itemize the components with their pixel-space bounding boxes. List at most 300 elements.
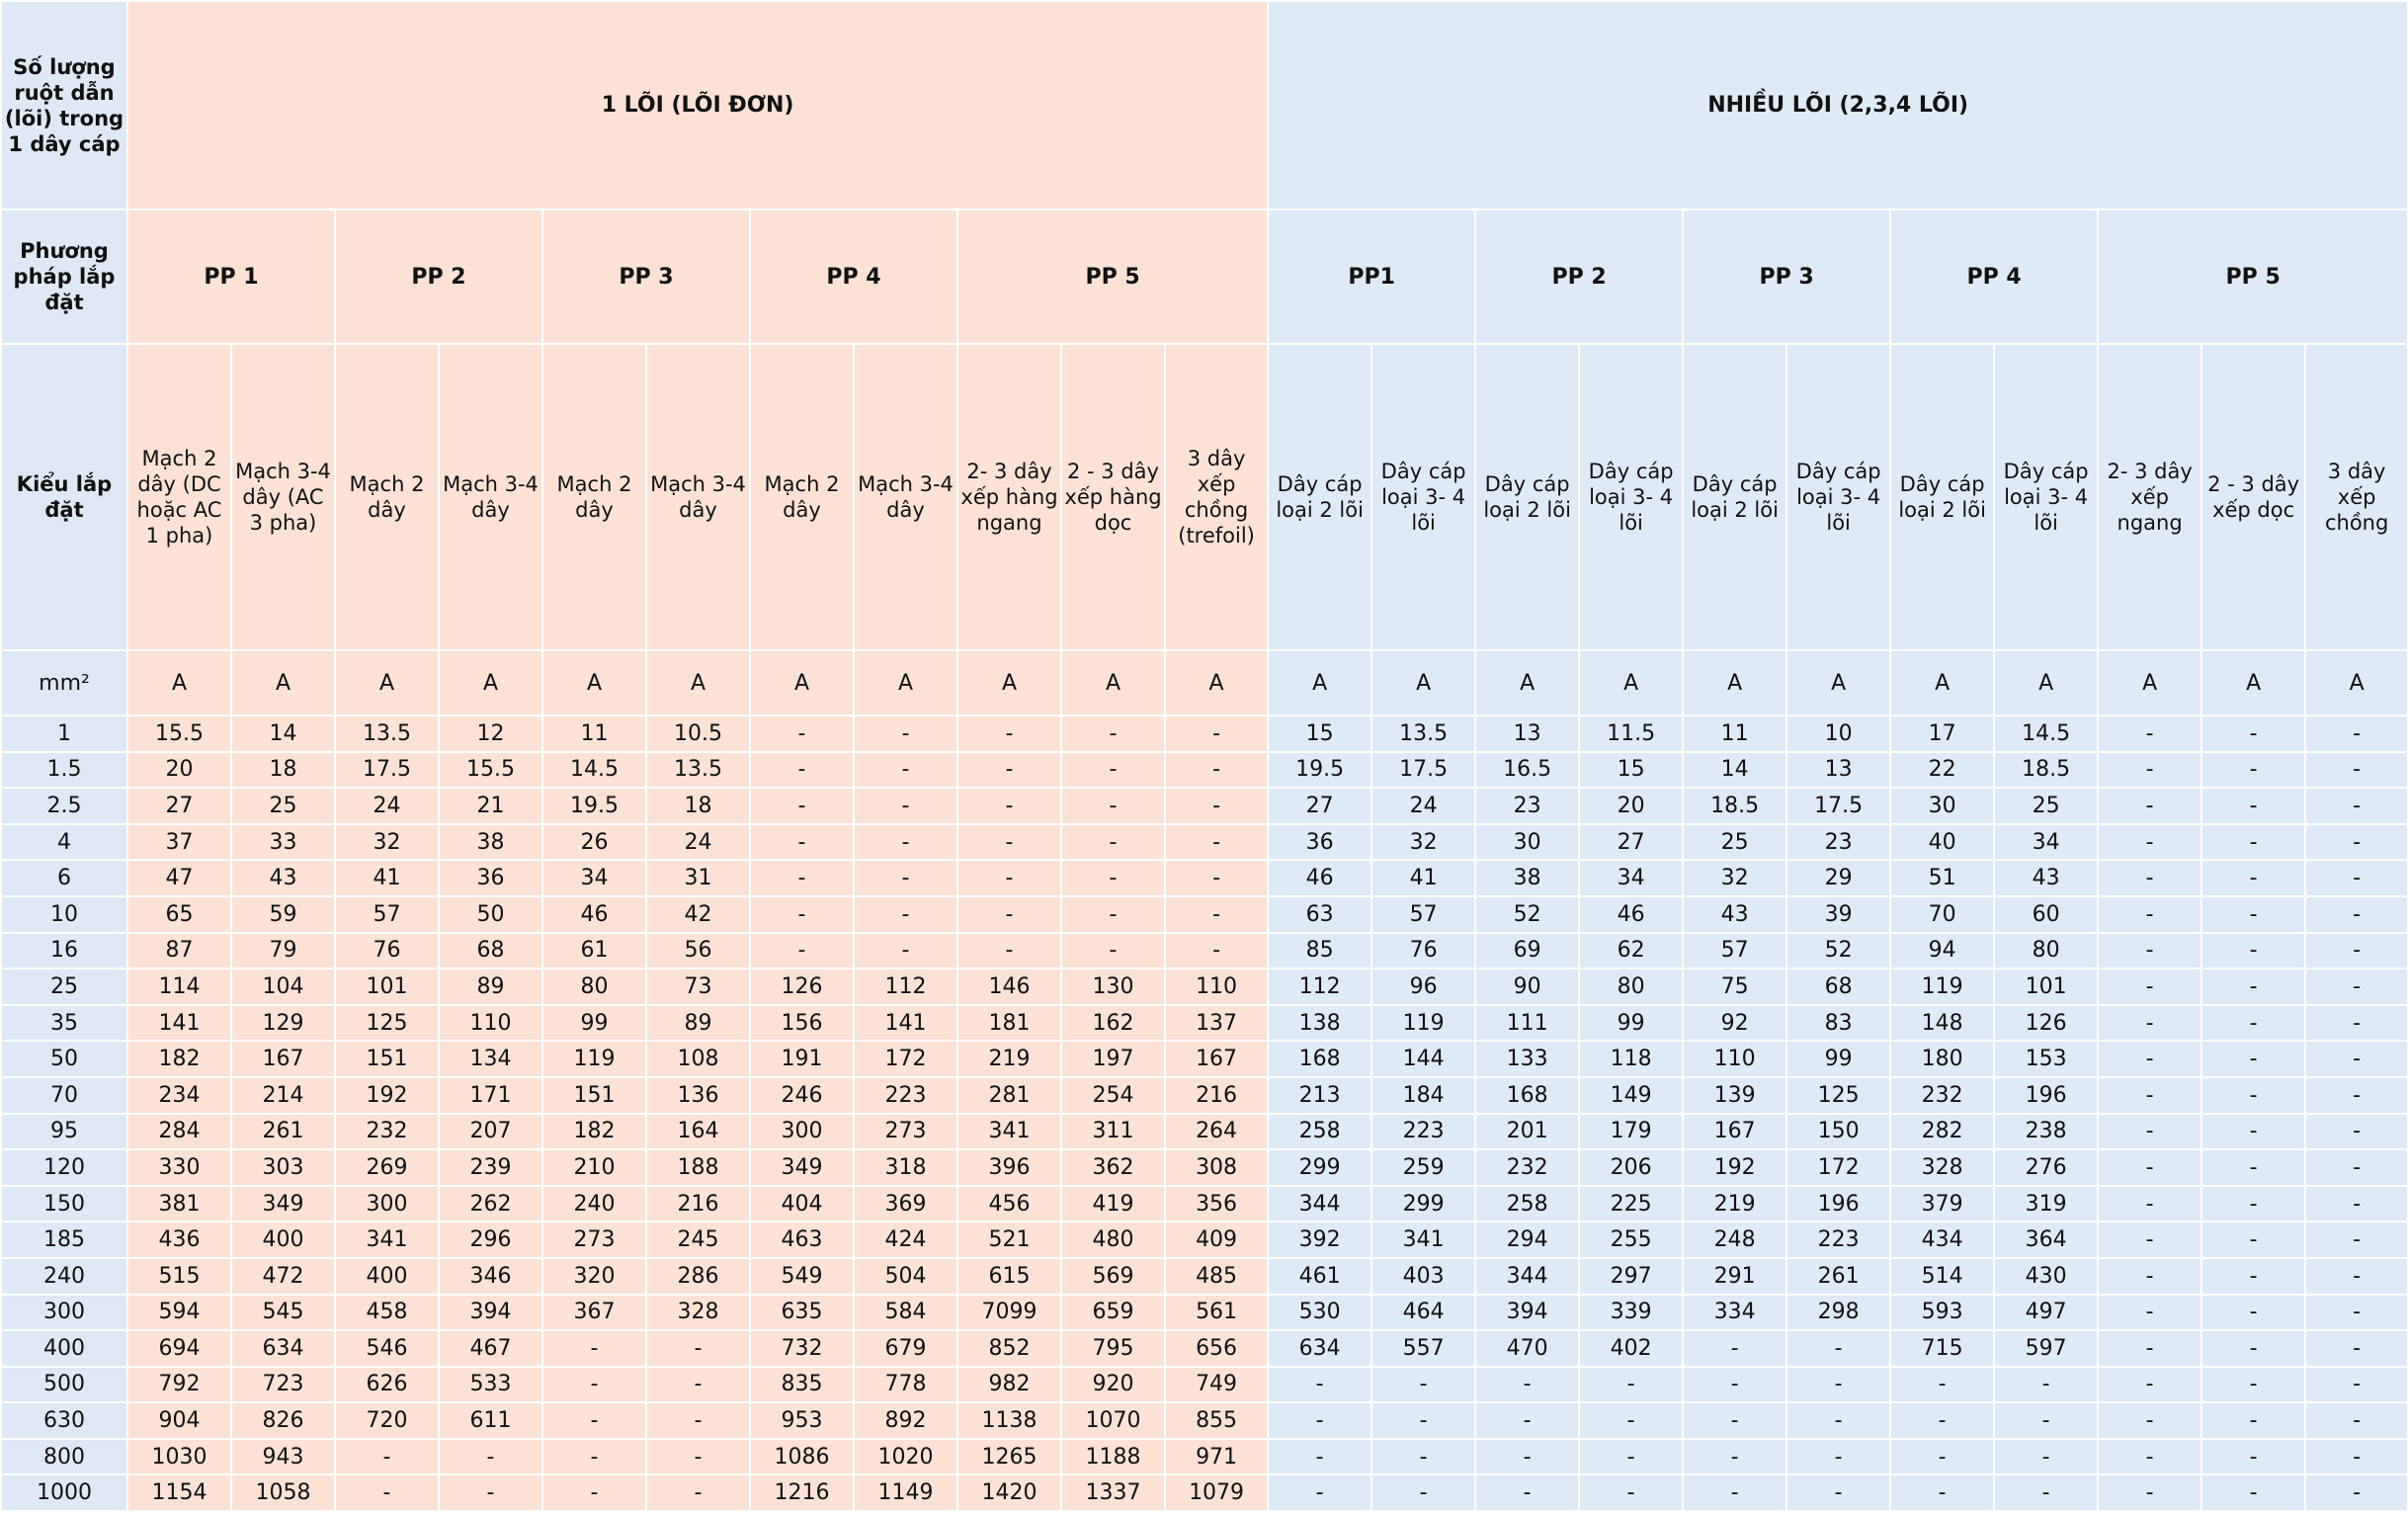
multi-core-value: - — [1475, 1439, 1579, 1475]
multi-core-value: 11 — [1683, 715, 1786, 752]
multi-core-value: 597 — [1994, 1330, 2098, 1367]
single-core-value: 19.5 — [542, 788, 646, 824]
single-core-value: - — [439, 1439, 542, 1475]
multi-core-value: - — [2201, 1041, 2305, 1077]
multi-core-value: 403 — [1371, 1258, 1475, 1295]
multi-core-value: 153 — [1994, 1041, 2098, 1077]
single-core-value: 73 — [646, 968, 750, 1005]
single-core-value: 262 — [439, 1186, 542, 1222]
multi-core-value: 24 — [1371, 788, 1475, 824]
multi-core-value: - — [2305, 1439, 2408, 1475]
multi-core-value: 434 — [1890, 1221, 1994, 1258]
single-core-value: - — [957, 824, 1061, 861]
table-row — [1, 860, 2408, 896]
multi-core-value: 196 — [1786, 1186, 1890, 1222]
single-core-value: 732 — [750, 1330, 854, 1367]
single-core-value: 41 — [335, 860, 439, 896]
single-core-value: 720 — [335, 1402, 439, 1439]
multi-core-value: 118 — [1579, 1041, 1683, 1077]
single-core-value: 346 — [439, 1258, 542, 1295]
single-core-value: 1030 — [127, 1439, 231, 1475]
single-core-value: - — [957, 896, 1061, 933]
multi-core-value: - — [2098, 1186, 2201, 1222]
single-core-value: 458 — [335, 1295, 439, 1331]
single-core-value: 982 — [957, 1367, 1061, 1403]
multi-core-value: - — [2098, 1005, 2201, 1042]
multi-core-value: 149 — [1579, 1077, 1683, 1114]
multi-core-value: - — [2305, 1041, 2408, 1077]
method-label: Phương pháp lắp đặt — [1, 210, 127, 344]
table-row — [1, 1439, 2408, 1475]
multi-core-value: - — [2098, 860, 2201, 896]
multi-core-value: - — [1683, 1402, 1786, 1439]
multi-core-value: 34 — [1579, 860, 1683, 896]
multi-core-value: 57 — [1683, 933, 1786, 969]
unit-ampere-single: A — [231, 650, 335, 715]
multi-core-value: 298 — [1786, 1295, 1890, 1331]
single-core-value: 15.5 — [127, 715, 231, 752]
multi-core-value: - — [1683, 1330, 1786, 1367]
multi-core-value: 76 — [1371, 933, 1475, 969]
multi-core-value: 248 — [1683, 1221, 1786, 1258]
unit-ampere-multi: A — [1786, 650, 1890, 715]
single-core-value: - — [646, 1402, 750, 1439]
single-core-value: 47 — [127, 860, 231, 896]
multi-core-value: 101 — [1994, 968, 2098, 1005]
multi-core-value: 34 — [1994, 824, 2098, 861]
single-core-value: 171 — [439, 1077, 542, 1114]
multi-core-value: - — [2201, 788, 2305, 824]
single-core-value: 164 — [646, 1114, 750, 1150]
single-install-type: 3 dây xếp chồng (trefoil) — [1165, 344, 1268, 650]
cross-section-cell: 300 — [1, 1295, 127, 1331]
multi-core-value: - — [2305, 860, 2408, 896]
single-core-value: 792 — [127, 1367, 231, 1403]
single-core-value: 341 — [957, 1114, 1061, 1150]
multi-core-value: 27 — [1579, 824, 1683, 861]
single-core-value: - — [854, 788, 957, 824]
single-core-value: - — [646, 1474, 750, 1511]
single-core-value: 723 — [231, 1367, 335, 1403]
multi-core-value: 148 — [1890, 1005, 1994, 1042]
single-core-value: 311 — [1061, 1114, 1165, 1150]
multi-install-type: Dây cáp loại 3- 4 lõi — [1786, 344, 1890, 650]
multi-core-value: 344 — [1268, 1186, 1371, 1222]
multi-core-value: - — [2201, 1221, 2305, 1258]
table-row — [1, 1367, 2408, 1403]
multi-core-value: 68 — [1786, 968, 1890, 1005]
multi-core-value: 69 — [1475, 933, 1579, 969]
single-core-value: - — [750, 933, 854, 969]
single-core-value: 80 — [542, 968, 646, 1005]
multi-core-value: - — [2098, 1330, 2201, 1367]
multi-core-value: - — [2098, 1041, 2201, 1077]
multi-core-value: - — [1890, 1474, 1994, 1511]
multi-core-value: 133 — [1475, 1041, 1579, 1077]
single-core-value: 1337 — [1061, 1474, 1165, 1511]
multi-core-value: 30 — [1890, 788, 1994, 824]
multi-core-value: 430 — [1994, 1258, 2098, 1295]
single-core-value: - — [1061, 715, 1165, 752]
single-core-value: - — [1165, 896, 1268, 933]
cross-section-cell: 4 — [1, 824, 127, 861]
single-core-value: 14.5 — [542, 752, 646, 789]
multi-core-value: 83 — [1786, 1005, 1890, 1042]
single-core-value: 561 — [1165, 1295, 1268, 1331]
multi-core-value: 139 — [1683, 1077, 1786, 1114]
cross-section-cell: 1.5 — [1, 752, 127, 789]
multi-core-value: - — [2305, 1114, 2408, 1150]
single-core-value: 694 — [127, 1330, 231, 1367]
multi-core-value: - — [1994, 1367, 2098, 1403]
multi-core-value: 14.5 — [1994, 715, 2098, 752]
single-core-value: - — [542, 1439, 646, 1475]
multi-core-value: - — [2098, 824, 2201, 861]
cross-section-cell: 95 — [1, 1114, 127, 1150]
single-core-value: 37 — [127, 824, 231, 861]
multi-install-type: Dây cáp loại 2 lõi — [1683, 344, 1786, 650]
single-core-value: 318 — [854, 1149, 957, 1186]
single-core-value: - — [646, 1367, 750, 1403]
multi-core-value: - — [1475, 1474, 1579, 1511]
single-core-value: 400 — [231, 1221, 335, 1258]
multi-core-value: - — [1994, 1402, 2098, 1439]
single-core-value: 300 — [750, 1114, 854, 1150]
cross-section-cell: 10 — [1, 896, 127, 933]
multi-core-value: 238 — [1994, 1114, 2098, 1150]
multi-core-value: - — [1994, 1474, 2098, 1511]
multi-core-value: - — [2305, 1258, 2408, 1295]
multi-core-value: - — [2201, 1114, 2305, 1150]
multi-core-value: 497 — [1994, 1295, 2098, 1331]
unit-ampere-single: A — [542, 650, 646, 715]
single-core-value: - — [542, 1402, 646, 1439]
single-core-value: 33 — [231, 824, 335, 861]
multi-core-value: 299 — [1371, 1186, 1475, 1222]
multi-core-value: 291 — [1683, 1258, 1786, 1295]
single-core-value: 1070 — [1061, 1402, 1165, 1439]
cross-section-cell: 35 — [1, 1005, 127, 1042]
single-core-value: 20 — [127, 752, 231, 789]
multi-core-value: 206 — [1579, 1149, 1683, 1186]
unit-ampere-single: A — [127, 650, 231, 715]
single-core-value: 436 — [127, 1221, 231, 1258]
single-core-value: 400 — [335, 1258, 439, 1295]
single-core-value: 42 — [646, 896, 750, 933]
single-method-header: PP 2 — [335, 210, 542, 344]
multi-core-value: - — [2201, 824, 2305, 861]
multi-core-value: 341 — [1371, 1221, 1475, 1258]
single-core-value: 1086 — [750, 1439, 854, 1475]
multi-core-value: 232 — [1475, 1149, 1579, 1186]
single-core-value: 404 — [750, 1186, 854, 1222]
multi-core-value: 32 — [1683, 860, 1786, 896]
multi-core-value: 125 — [1786, 1077, 1890, 1114]
cross-section-cell: 500 — [1, 1367, 127, 1403]
single-core-value: - — [854, 860, 957, 896]
multi-core-value: - — [1579, 1474, 1683, 1511]
single-core-value: - — [750, 752, 854, 789]
single-core-value: 1149 — [854, 1474, 957, 1511]
multi-core-value: 184 — [1371, 1077, 1475, 1114]
single-core-value: 971 — [1165, 1439, 1268, 1475]
single-core-value: - — [750, 788, 854, 824]
multi-install-type: 3 dây xếp chồng — [2305, 344, 2408, 650]
single-core-value: 129 — [231, 1005, 335, 1042]
multi-core-value: - — [2305, 1221, 2408, 1258]
single-core-value: 232 — [335, 1114, 439, 1150]
single-core-value: 156 — [750, 1005, 854, 1042]
single-core-value: 626 — [335, 1367, 439, 1403]
single-core-value: - — [1165, 860, 1268, 896]
table-row — [1, 1041, 2408, 1077]
single-core-value: 65 — [127, 896, 231, 933]
multi-core-value: 46 — [1268, 860, 1371, 896]
cross-section-cell: 150 — [1, 1186, 127, 1222]
single-core-value: 216 — [646, 1186, 750, 1222]
single-core-value: - — [542, 1474, 646, 1511]
table-row — [1, 1005, 2408, 1042]
table-row — [1, 1186, 2408, 1222]
single-core-value: 99 — [542, 1005, 646, 1042]
single-core-value: 25 — [231, 788, 335, 824]
single-core-value: - — [750, 860, 854, 896]
multi-core-value: - — [2098, 1258, 2201, 1295]
multi-core-value: - — [2201, 1077, 2305, 1114]
multi-core-value: 38 — [1475, 860, 1579, 896]
multi-core-value: - — [1890, 1439, 1994, 1475]
multi-core-value: 90 — [1475, 968, 1579, 1005]
multi-core-value: 557 — [1371, 1330, 1475, 1367]
single-core-value: 56 — [646, 933, 750, 969]
multi-core-value: 464 — [1371, 1295, 1475, 1331]
header-row-methods — [1, 210, 2408, 344]
multi-core-value: 43 — [1683, 896, 1786, 933]
multi-core-value: - — [2201, 1149, 2305, 1186]
multi-core-value: - — [1683, 1474, 1786, 1511]
multi-install-type: 2 - 3 dây xếp dọc — [2201, 344, 2305, 650]
single-core-value: 1216 — [750, 1474, 854, 1511]
single-core-value: 210 — [542, 1149, 646, 1186]
multi-core-value: - — [2201, 933, 2305, 969]
single-core-value: - — [957, 752, 1061, 789]
single-core-value: 1420 — [957, 1474, 1061, 1511]
single-core-value: 463 — [750, 1221, 854, 1258]
multi-core-value: 18.5 — [1994, 752, 2098, 789]
single-core-value: 515 — [127, 1258, 231, 1295]
single-core-value: - — [957, 788, 1061, 824]
multi-core-value: 43 — [1994, 860, 2098, 896]
single-core-value: 356 — [1165, 1186, 1268, 1222]
single-install-type: Mạch 2 dây — [542, 344, 646, 650]
single-method-header: PP 5 — [957, 210, 1268, 344]
single-core-value: - — [1061, 788, 1165, 824]
single-method-header: PP 1 — [127, 210, 335, 344]
multi-core-value: 167 — [1683, 1114, 1786, 1150]
single-core-value: 24 — [335, 788, 439, 824]
multi-core-value: - — [2201, 1367, 2305, 1403]
table-row — [1, 788, 2408, 824]
multi-install-type: Dây cáp loại 2 lõi — [1890, 344, 1994, 650]
multi-core-value: 168 — [1475, 1077, 1579, 1114]
multi-core-value: - — [2305, 1330, 2408, 1367]
single-core-value: 239 — [439, 1149, 542, 1186]
single-core-value: - — [1165, 933, 1268, 969]
single-core-value: - — [335, 1474, 439, 1511]
multi-core-value: - — [2098, 1295, 2201, 1331]
unit-ampere-multi: A — [2305, 650, 2408, 715]
single-core-value: 303 — [231, 1149, 335, 1186]
single-core-value: 108 — [646, 1041, 750, 1077]
multi-core-value: 11.5 — [1579, 715, 1683, 752]
multi-core-value: - — [2201, 1005, 2305, 1042]
multi-core-value: 46 — [1579, 896, 1683, 933]
single-install-type: Mạch 3-4 dây — [854, 344, 957, 650]
multi-core-value: - — [2201, 1439, 2305, 1475]
multi-core-value: - — [1371, 1367, 1475, 1403]
multi-core-value: - — [2098, 1149, 2201, 1186]
single-core-value: - — [542, 1330, 646, 1367]
cross-section-cell: 185 — [1, 1221, 127, 1258]
single-core-value: - — [542, 1367, 646, 1403]
single-core-value: 424 — [854, 1221, 957, 1258]
single-core-value: 349 — [750, 1149, 854, 1186]
multi-core-value: - — [1890, 1402, 1994, 1439]
multi-core-value: - — [2098, 1474, 2201, 1511]
single-core-value: - — [854, 933, 957, 969]
multi-core-value: 70 — [1890, 896, 1994, 933]
multi-core-value: 379 — [1890, 1186, 1994, 1222]
single-core-value: 264 — [1165, 1114, 1268, 1150]
cross-section-cell: 1 — [1, 715, 127, 752]
single-core-value: 162 — [1061, 1005, 1165, 1042]
multi-core-value: - — [1579, 1367, 1683, 1403]
single-core-value: 17.5 — [335, 752, 439, 789]
single-core-value: 1020 — [854, 1439, 957, 1475]
cross-section-cell: 50 — [1, 1041, 127, 1077]
multi-core-value: 13.5 — [1371, 715, 1475, 752]
multi-core-value: 715 — [1890, 1330, 1994, 1367]
single-core-value: - — [1061, 860, 1165, 896]
single-core-value: 79 — [231, 933, 335, 969]
single-core-value: 953 — [750, 1402, 854, 1439]
single-core-value: 38 — [439, 824, 542, 861]
single-core-value: 32 — [335, 824, 439, 861]
single-core-value: 216 — [1165, 1077, 1268, 1114]
multi-core-value: - — [2201, 752, 2305, 789]
single-core-value: 151 — [542, 1077, 646, 1114]
cross-section-cell: 25 — [1, 968, 127, 1005]
single-core-value: 182 — [542, 1114, 646, 1150]
unit-ampere-single: A — [750, 650, 854, 715]
single-core-value: 778 — [854, 1367, 957, 1403]
multi-core-value: 150 — [1786, 1114, 1890, 1150]
single-core-value: 191 — [750, 1041, 854, 1077]
single-core-value: - — [750, 824, 854, 861]
multi-method-header: PP1 — [1268, 210, 1475, 344]
single-core-value: 197 — [1061, 1041, 1165, 1077]
cross-section-cell: 400 — [1, 1330, 127, 1367]
cross-section-cell: 800 — [1, 1439, 127, 1475]
single-core-value: 7099 — [957, 1295, 1061, 1331]
multi-core-value: 41 — [1371, 860, 1475, 896]
single-core-value: 167 — [231, 1041, 335, 1077]
multi-core-value: 16.5 — [1475, 752, 1579, 789]
single-core-value: 467 — [439, 1330, 542, 1367]
cross-section-cell: 16 — [1, 933, 127, 969]
single-core-value: 826 — [231, 1402, 335, 1439]
single-core-value: 273 — [542, 1221, 646, 1258]
multi-core-value: 110 — [1683, 1041, 1786, 1077]
single-core-value: 26 — [542, 824, 646, 861]
multi-core-value: - — [2098, 896, 2201, 933]
multi-core-value: - — [1268, 1402, 1371, 1439]
multi-core-value: 119 — [1371, 1005, 1475, 1042]
single-core-value: 1079 — [1165, 1474, 1268, 1511]
multi-core-value: - — [2098, 933, 2201, 969]
table-row — [1, 1330, 2408, 1367]
single-core-value: 24 — [646, 824, 750, 861]
multi-core-value: - — [1786, 1439, 1890, 1475]
single-core-value: 545 — [231, 1295, 335, 1331]
multi-core-value: - — [2201, 1186, 2305, 1222]
single-core-value: 341 — [335, 1221, 439, 1258]
single-core-value: 101 — [335, 968, 439, 1005]
multi-core-value: - — [2201, 1474, 2305, 1511]
multi-core-value: - — [2098, 715, 2201, 752]
single-core-value: 10.5 — [646, 715, 750, 752]
multi-core-value: 40 — [1890, 824, 1994, 861]
single-install-type: Mạch 3-4 dây (AC 3 pha) — [231, 344, 335, 650]
multi-core-value: - — [1268, 1367, 1371, 1403]
single-core-value: - — [335, 1439, 439, 1475]
multi-method-header: PP 2 — [1475, 210, 1683, 344]
single-core-value: 89 — [646, 1005, 750, 1042]
single-core-value: 57 — [335, 896, 439, 933]
multi-core-value: 36 — [1268, 824, 1371, 861]
single-core-value: 330 — [127, 1149, 231, 1186]
multi-method-header: PP 4 — [1890, 210, 2098, 344]
unit-ampere-multi: A — [1890, 650, 1994, 715]
single-core-value: 141 — [854, 1005, 957, 1042]
multi-core-value: 223 — [1786, 1221, 1890, 1258]
single-core-value: 167 — [1165, 1041, 1268, 1077]
multi-core-value: 14 — [1683, 752, 1786, 789]
multi-core-value: - — [1683, 1367, 1786, 1403]
multi-core-value: - — [2098, 752, 2201, 789]
table-row — [1, 1114, 2408, 1150]
multi-core-value: 112 — [1268, 968, 1371, 1005]
unit-ampere-multi: A — [1683, 650, 1786, 715]
multi-core-value: 25 — [1994, 788, 2098, 824]
single-core-value: 611 — [439, 1402, 542, 1439]
cross-section-cell: 1000 — [1, 1474, 127, 1511]
multi-core-value: 13 — [1786, 752, 1890, 789]
unit-ampere-single: A — [439, 650, 542, 715]
multi-core-value: - — [2305, 1295, 2408, 1331]
table-row — [1, 1295, 2408, 1331]
cross-section-cell: 2.5 — [1, 788, 127, 824]
multi-core-value: - — [1786, 1474, 1890, 1511]
multi-core-value: 259 — [1371, 1149, 1475, 1186]
multi-core-value: - — [2305, 788, 2408, 824]
single-core-value: - — [1165, 715, 1268, 752]
single-core-value: 320 — [542, 1258, 646, 1295]
multi-core-value: - — [1475, 1367, 1579, 1403]
single-core-value: 61 — [542, 933, 646, 969]
multi-core-value: 297 — [1579, 1258, 1683, 1295]
single-core-value: 214 — [231, 1077, 335, 1114]
